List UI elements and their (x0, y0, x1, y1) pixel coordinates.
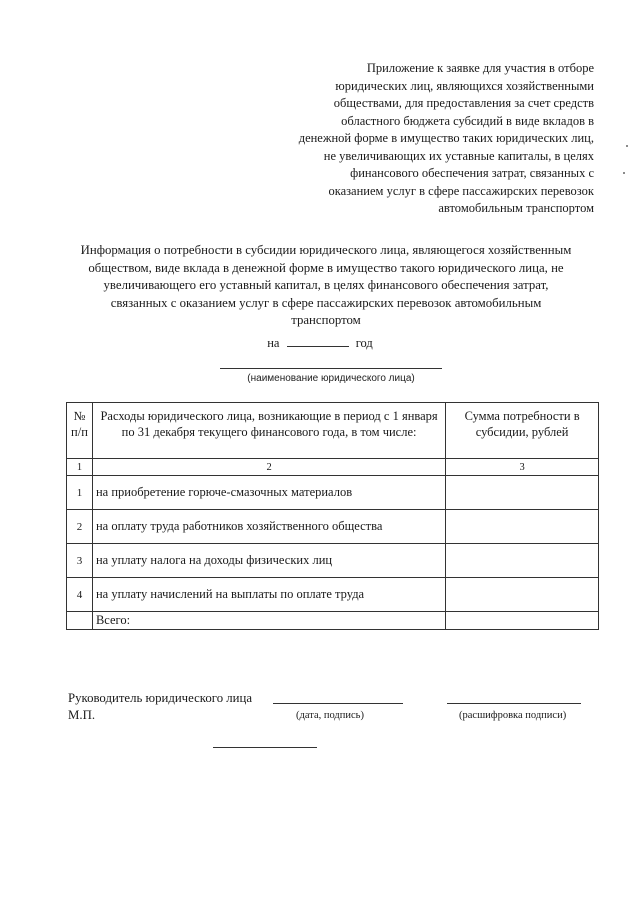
signature-decode-caption: (расшифровка подписи) (459, 710, 567, 721)
expense-table (66, 402, 599, 630)
title-line: Информация о потребности в субсидии юридического лица, являющегося хозяйственным (80, 243, 572, 257)
appendix-line: автомобильным транспортом (438, 201, 594, 215)
appendix-line: оказанием услуг в сфере пассажирских перевозок (328, 183, 594, 198)
total-num (67, 612, 93, 630)
row-amount[interactable] (446, 578, 599, 612)
row-amount[interactable] (446, 544, 599, 578)
appendix-line: областного бюджета субсидий в виде вкладов в (341, 113, 594, 128)
row-amount[interactable] (446, 476, 599, 510)
stamp-label: М.П. (68, 708, 96, 722)
document-title (56, 242, 596, 330)
scan-speck (623, 172, 625, 174)
row-name: на приобретение горюче-смазочных материалов (92, 476, 445, 510)
column-index-row (67, 459, 599, 476)
title-line: транспортом (291, 313, 361, 327)
table-row (67, 510, 599, 544)
head-label: Руководитель юридического лица (68, 691, 253, 705)
header-amount: Сумма потребности в субсидии, рублей (446, 403, 599, 459)
appendix-line: финансового обеспечения затрат, связанных с (350, 166, 594, 180)
title-line: связанных с оказанием услуг в сфере пассажирских перевозок автомобильным (110, 295, 542, 310)
header-expense: Расходы юридического лица, возникающие в период с 1 января по 31 декабря текущего финансового года, в том числе: (92, 403, 445, 459)
bottom-blank-line (213, 747, 317, 748)
date-signature-blank[interactable] (273, 703, 403, 704)
title-line: увеличивающего его уставный капитал, в целях финансового обеспечения затрат, (103, 278, 549, 292)
appendix-line: юридических лиц, являющихся хозяйственными (335, 78, 594, 93)
total-label: Всего: (92, 612, 445, 630)
row-num: 3 (67, 544, 93, 578)
total-row (67, 612, 599, 630)
table-row (67, 578, 599, 612)
year-prefix: на (267, 336, 280, 350)
appendix-line: Приложение к заявке для участия в отборе (366, 61, 594, 75)
table-row (67, 544, 599, 578)
row-name: на уплату налога на доходы физических лиц (92, 544, 445, 578)
row-num: 2 (67, 510, 93, 544)
total-amount[interactable] (446, 612, 599, 630)
table-row (67, 476, 599, 510)
title-line: обществом, виде вклада в денежной форме в имущество такого юридического лица, не (88, 260, 564, 275)
row-num: 4 (67, 578, 93, 612)
row-amount[interactable] (446, 510, 599, 544)
appendix-line: денежной форме в имущество таких юридических лиц, (298, 131, 594, 145)
signature-decode-blank[interactable] (447, 703, 581, 704)
org-name-blank[interactable] (220, 368, 442, 369)
date-signature-caption: (дата, подпись) (296, 710, 364, 721)
column-index: 2 (92, 459, 445, 476)
row-num: 1 (67, 476, 93, 510)
column-index: 3 (446, 459, 599, 476)
row-name: на оплату труда работников хозяйственного общества (92, 510, 445, 544)
year-blank[interactable] (287, 335, 349, 347)
year-line (0, 335, 640, 351)
year-suffix: год (355, 336, 373, 350)
appendix-line: обществами, для предоставления за счет средств (333, 96, 594, 110)
appendix-note (234, 60, 594, 218)
column-index: 1 (67, 459, 93, 476)
table-header-row (67, 403, 599, 459)
appendix-line: не увеличивающих их уставные капиталы, в целях (323, 148, 594, 163)
org-name-caption: (наименование юридического лица) (247, 373, 415, 384)
header-num: № п/п (67, 403, 93, 459)
scan-speck (626, 145, 628, 147)
row-name: на уплату начислений на выплаты по оплате труда (92, 578, 445, 612)
signature-block (68, 690, 252, 724)
